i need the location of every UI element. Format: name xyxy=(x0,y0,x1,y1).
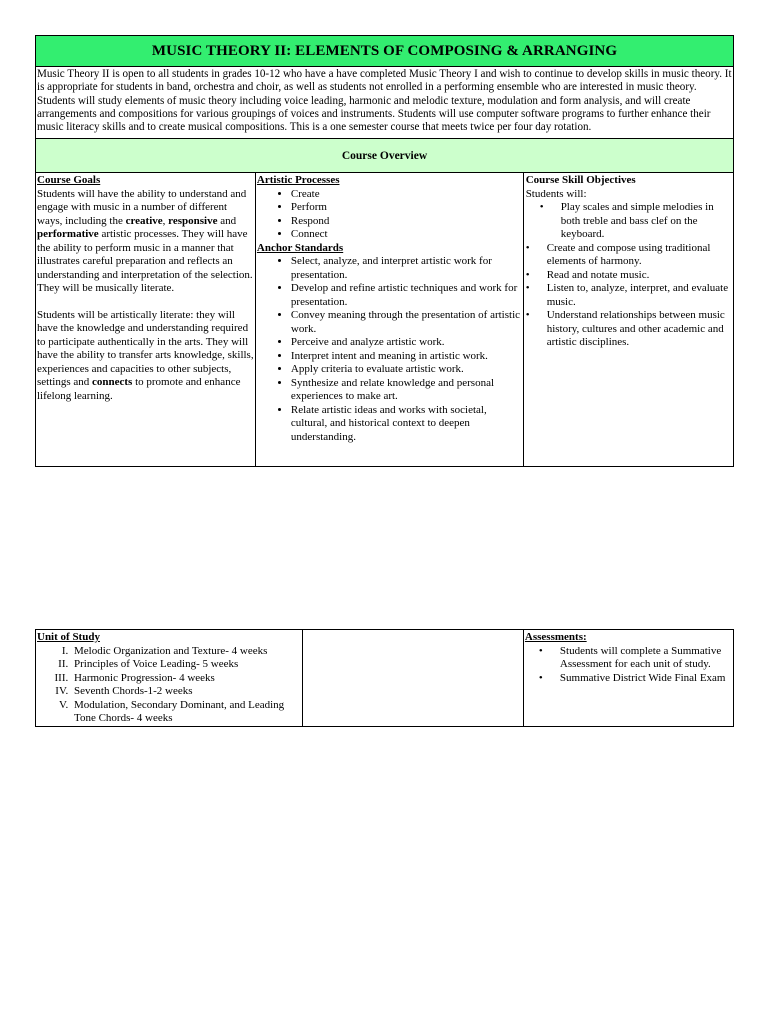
list-item: • Respond xyxy=(291,215,521,229)
list-item: • Create and compose using traditional elements of harmony. xyxy=(526,242,731,269)
list-item: • Understand relationships between music history, cultures and other academic and artistic disciplines. xyxy=(526,309,731,350)
anchor-standards-heading: Anchor Standards xyxy=(256,241,344,254)
course-title: MUSIC THEORY II: ELEMENTS OF COMPOSING & ARRANGING xyxy=(36,36,734,67)
list-item: • Relate artistic ideas and works with societal, cultural, and historical context to deepen understanding. xyxy=(291,404,521,445)
list-item: • Convey meaning through the presentation of artistic work. xyxy=(291,309,521,336)
skill-objectives-list-cont xyxy=(526,242,731,350)
list-item: • Synthesize and relate knowledge and personal experiences to make art. xyxy=(291,377,521,404)
list-item: • Connect xyxy=(291,228,521,242)
list-item: • Play scales and simple melodies in both treble and bass clef on the keyboard. xyxy=(540,201,731,242)
list-item: I. Melodic Organization and Texture- 4 weeks xyxy=(71,645,301,659)
course-goals-paragraph-1: Students will have the ability to understand and engage with music in a number of different ways, including the creative, responsive and performative artistic processes. They will have the ability to perform music in a manner that illustrates careful preparation and reflects an understanding and interpretation of the selection. They will be musically literate. xyxy=(37,187,253,295)
anchor-standards-list xyxy=(257,255,521,444)
empty-cell xyxy=(302,630,523,727)
assessments-list xyxy=(525,645,731,686)
list-item: • Students will complete a Summative Assessment for each unit of study. xyxy=(555,645,731,672)
list-item: V. Modulation, Secondary Dominant, and Leading Tone Chords- 4 weeks xyxy=(71,699,301,726)
list-item: IV. Seventh Chords-1-2 weeks xyxy=(71,685,301,699)
artistic-processes-cell xyxy=(255,173,523,467)
unit-of-study-cell xyxy=(36,630,303,727)
list-item: • Read and notate music. xyxy=(526,269,731,283)
assessments-cell xyxy=(523,630,733,727)
list-item: • Apply criteria to evaluate artistic work. xyxy=(291,363,521,377)
skill-objectives-list xyxy=(526,201,731,242)
artistic-processes-heading: Artistic Processes xyxy=(256,174,340,187)
list-item: • Select, analyze, and interpret artistic work for presentation. xyxy=(291,255,521,282)
course-description: Music Theory II is open to all students in grades 10-12 who have a have completed Music Theory I and wish to continue to develop skills in music theory. It is appropriate for students in band, orchestra and choir, as well as students not enrolled in a performing ensemble who are interested in music theory. Students will study elements of music theory including voice leading, harmonic and melodic texture, modulation and form analysis, and will create arrangements and compositions for various groupings of voices and instruments. Students will use computer software programs to further enhance their music literacy skills and to create musical compositions. This is a one semester course that meets twice per four day rotation. xyxy=(36,67,734,139)
list-item: II. Principles of Voice Leading- 5 weeks xyxy=(71,658,301,672)
list-item: • Summative District Wide Final Exam xyxy=(555,672,731,686)
list-item: • Perform xyxy=(291,201,521,215)
list-item: • Create xyxy=(291,188,521,202)
skill-objectives-intro: Students will: xyxy=(525,187,587,200)
list-item: III. Harmonic Progression- 4 weeks xyxy=(71,672,301,686)
course-goals-paragraph-2: Students will be artistically literate: they will have the knowledge and understanding required to participate authentically in the arts. They will have the ability to transfer arts knowledge, skills, experiences and capacities to other subjects, settings and connects to promote and enhance lifelong learning. xyxy=(37,308,254,402)
list-item: • Listen to, analyze, interpret, and evaluate music. xyxy=(526,282,731,309)
list-item: • Develop and refine artistic techniques and work for presentation. xyxy=(291,282,521,309)
units-table xyxy=(35,629,734,727)
unit-of-study-heading: Unit of Study xyxy=(37,631,100,643)
skill-objectives-heading: Course Skill Objectives xyxy=(525,174,636,187)
artistic-processes-list xyxy=(257,188,521,242)
list-item: • Interpret intent and meaning in artistic work. xyxy=(291,350,521,364)
unit-of-study-list xyxy=(37,645,301,726)
list-item: • Perceive and analyze artistic work. xyxy=(291,336,521,350)
course-goals-heading: Course Goals xyxy=(37,174,101,187)
course-table xyxy=(35,35,734,467)
skill-objectives-cell xyxy=(523,173,733,467)
assessments-heading: Assessments: xyxy=(524,631,587,643)
course-overview-header: Course Overview xyxy=(36,139,734,173)
course-goals-cell xyxy=(36,173,256,467)
